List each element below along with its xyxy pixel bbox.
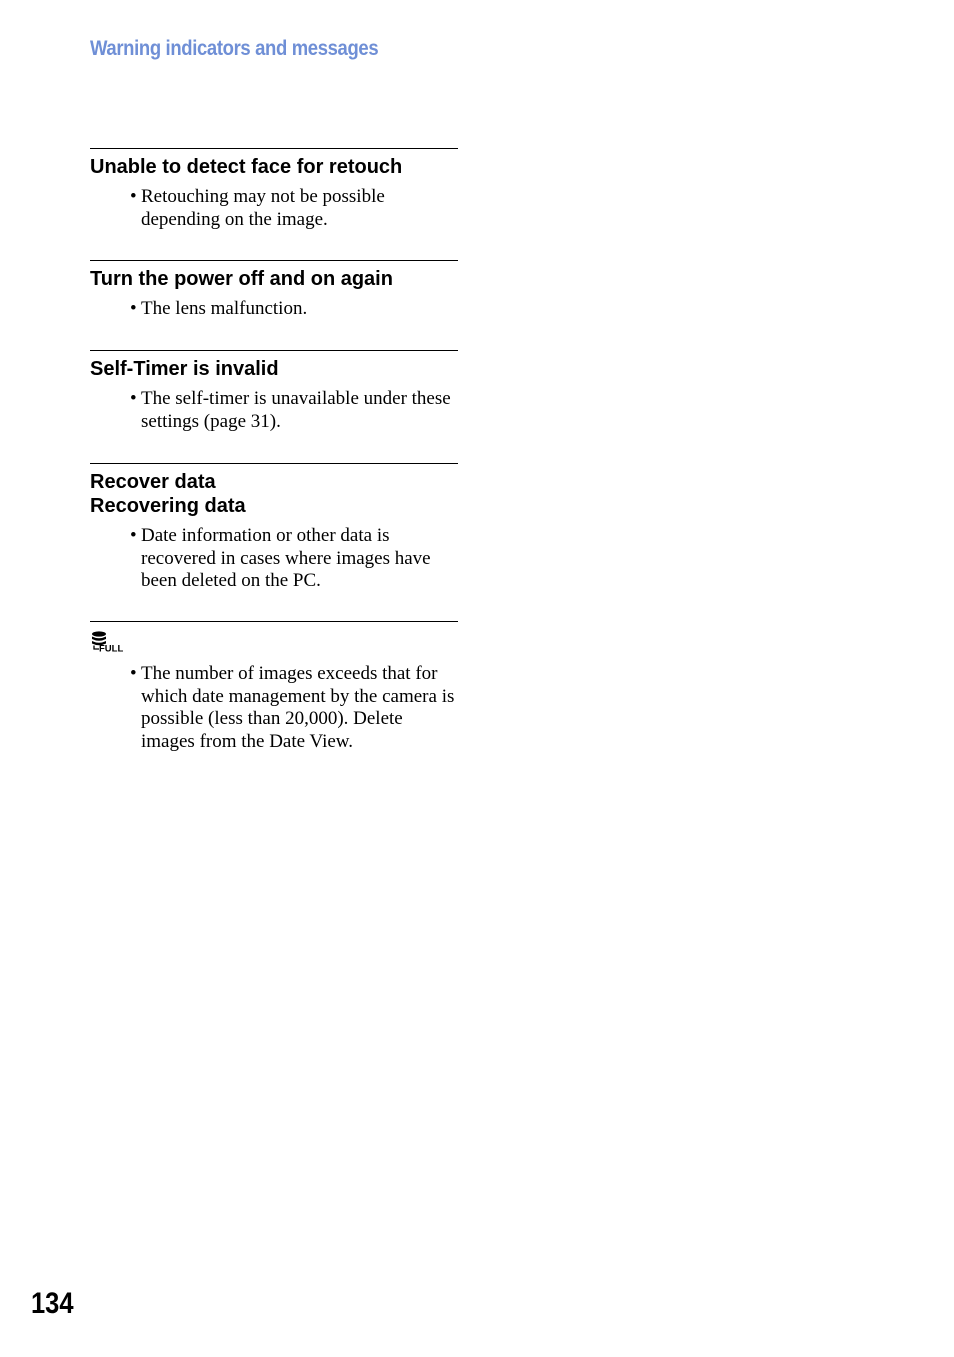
bullet-item (130, 663, 458, 753)
bullet-text: The number of images exceeds that for which date management by the camera is possible (less than 20,000). Delete images from the Date View. (141, 663, 455, 752)
icon-row (90, 622, 458, 656)
bullet-item (130, 388, 458, 433)
bullet-text: Retouching may not be possible depending on the image. (141, 186, 385, 230)
message-section-self-timer (90, 350, 458, 433)
message-section-database-full (90, 621, 458, 753)
bullet-text: The lens malfunction. (141, 298, 308, 319)
message-heading: Unable to detect face for retouch (90, 156, 403, 178)
bullet-item (130, 525, 458, 593)
page-number: 134 (31, 1287, 74, 1320)
bullet-list (90, 388, 458, 433)
bullet-list (90, 525, 458, 593)
bullet-mark: • (130, 663, 137, 684)
message-section-recover-data (90, 463, 458, 593)
bullet-mark: • (130, 186, 137, 207)
database-full-icon (90, 630, 126, 656)
bullet-list (90, 298, 458, 321)
message-section-retouch (90, 148, 458, 231)
database-full-icon-label: FULL (99, 643, 124, 655)
message-section-power (90, 260, 458, 321)
bullet-item (130, 186, 458, 231)
heading-line: Recover data (90, 471, 216, 493)
bullet-list (90, 663, 458, 753)
running-head: Warning indicators and messages (90, 37, 379, 60)
bullet-list (90, 186, 458, 231)
heading-line: Recovering data (90, 495, 246, 517)
message-heading: Self-Timer is invalid (90, 358, 279, 380)
message-heading (90, 464, 458, 518)
bullet-mark: • (130, 298, 137, 319)
bullet-text: Date information or other data is recovered in cases where images have been deleted on the PC. (141, 525, 431, 591)
message-heading: Turn the power off and on again (90, 268, 393, 290)
bullet-mark: • (130, 525, 137, 546)
bullet-item (130, 298, 458, 321)
bullet-text: The self-timer is unavailable under these settings (page 31). (141, 388, 451, 432)
bullet-mark: • (130, 388, 137, 409)
